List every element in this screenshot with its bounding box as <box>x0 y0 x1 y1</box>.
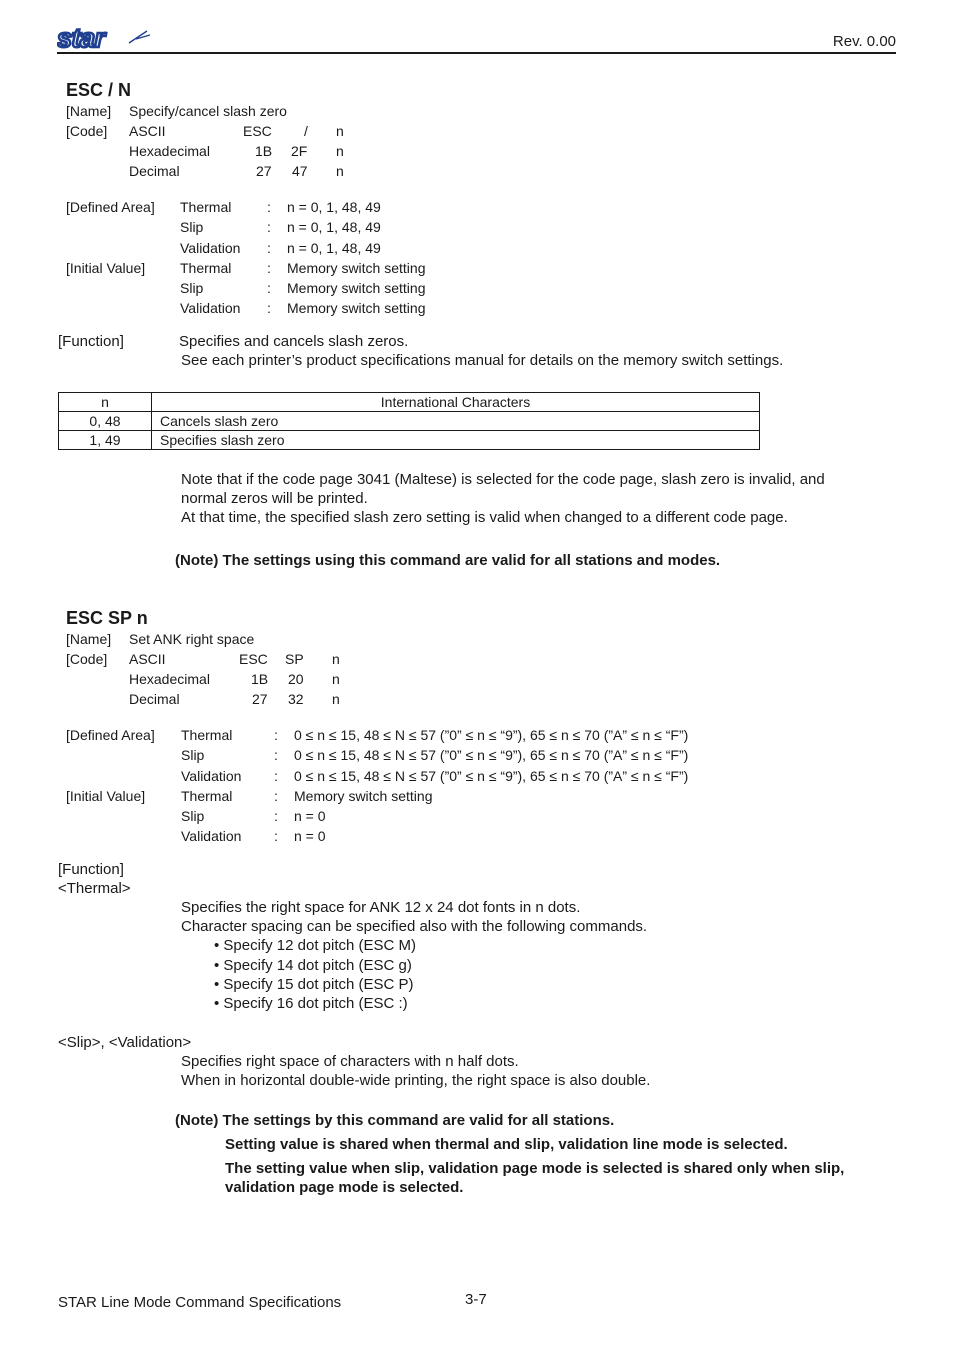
bullet-item: • Specify 12 dot pitch (ESC M) <box>214 937 416 954</box>
colon: : <box>267 219 271 235</box>
code-label: [Code] <box>66 651 108 667</box>
thermal-label: <Thermal> <box>58 880 131 897</box>
code-type: ASCII <box>129 123 166 139</box>
star-logo-swoosh <box>129 31 150 43</box>
bold-note: (Note) The settings by this command are valid for all stations. <box>175 1112 615 1129</box>
defined-value: n = 0, 1, 48, 49 <box>287 240 381 256</box>
station-label: Slip <box>181 747 205 763</box>
name-label: [Name] <box>66 631 112 647</box>
colon: : <box>267 199 271 215</box>
code-type: Hexadecimal <box>129 671 210 687</box>
bullet-item: • Specify 15 dot pitch (ESC P) <box>214 976 414 993</box>
initial-value-label: [Initial Value] <box>66 788 146 804</box>
footer-doc-title: STAR Line Mode Command Specifications <box>58 1294 342 1311</box>
function-text: Specifies and cancels slash zeros. <box>179 333 409 350</box>
function-text: Specifies right space of characters with n half dots. <box>181 1053 519 1070</box>
colon: : <box>274 727 278 743</box>
code-type: ASCII <box>129 651 166 667</box>
initial-value: Memory switch setting <box>287 300 426 316</box>
initial-value: Memory switch setting <box>287 260 426 276</box>
code-label: [Code] <box>66 123 108 139</box>
code-c1: ESC <box>239 651 268 667</box>
table-row <box>59 431 760 450</box>
defined-value: n = 0, 1, 48, 49 <box>287 199 381 215</box>
revision-label: Rev. 0.00 <box>832 33 896 50</box>
station-label: Slip <box>180 219 204 235</box>
table-row <box>59 412 760 431</box>
station-label: Thermal <box>180 260 232 276</box>
code-c2: 2F <box>291 143 308 159</box>
name-value: Specify/cancel slash zero <box>129 103 287 119</box>
initial-value: n = 0 <box>294 808 326 824</box>
code-type: Decimal <box>129 691 180 707</box>
code-c1: 1B <box>251 671 269 687</box>
note-text: At that time, the specified slash zero setting is valid when changed to a different code page. <box>181 509 788 526</box>
table-cell-n: 1, 49 <box>59 431 152 450</box>
table-cell-n: 0, 48 <box>59 412 152 431</box>
colon: : <box>267 300 271 316</box>
table-header-chars: International Characters <box>152 393 760 412</box>
code-c1: 27 <box>252 691 268 707</box>
function-text: Character spacing can be specified also with the following commands. <box>181 918 648 935</box>
bold-note: Setting value is shared when thermal and slip, validation line mode is selected. <box>225 1136 788 1153</box>
defined-value: 0 ≤ n ≤ 15, 48 ≤ N ≤ 57 (”0” ≤ n ≤ “9”), 65 ≤ n ≤ 70 (”A” ≤ n ≤ “F”) <box>294 768 689 784</box>
code-type: Decimal <box>129 163 180 179</box>
colon: : <box>274 768 278 784</box>
star-logo-text: star <box>57 26 105 50</box>
initial-value: n = 0 <box>294 828 326 844</box>
table-header-n: n <box>59 393 152 412</box>
bold-note: (Note) The settings using this command are valid for all stations and modes. <box>175 552 721 569</box>
station-label: Slip <box>181 808 205 824</box>
colon: : <box>267 280 271 296</box>
defined-value: 0 ≤ n ≤ 15, 48 ≤ N ≤ 57 (”0” ≤ n ≤ “9”), 65 ≤ n ≤ 70 (”A” ≤ n ≤ “F”) <box>294 747 689 763</box>
station-label: Validation <box>180 240 241 256</box>
code-c1: 1B <box>255 143 273 159</box>
code-c2: 20 <box>288 671 304 687</box>
defined-value: 0 ≤ n ≤ 15, 48 ≤ N ≤ 57 (”0” ≤ n ≤ “9”), 65 ≤ n ≤ 70 (”A” ≤ n ≤ “F”) <box>294 727 689 743</box>
page-number: 3-7 <box>465 1291 487 1308</box>
defined-area-label: [Defined Area] <box>66 727 155 743</box>
code-type: Hexadecimal <box>129 143 210 159</box>
station-label: Validation <box>180 300 241 316</box>
code-c1: 27 <box>256 163 272 179</box>
code-c2: 47 <box>292 163 308 179</box>
slash-zero-table <box>58 392 760 450</box>
section-title-esc-slash: ESC / N <box>66 80 132 100</box>
table-header-row <box>59 393 760 412</box>
header-rule <box>57 52 896 54</box>
code-c2: / <box>304 123 308 139</box>
function-label: [Function] <box>58 861 124 878</box>
colon: : <box>274 828 278 844</box>
code-c3: n <box>332 691 340 707</box>
code-c2: 32 <box>288 691 304 707</box>
function-text: Specifies the right space for ANK 12 x 24 dot fonts in n dots. <box>181 899 581 916</box>
function-text: See each printer’s product specifications manual for details on the memory switch settings. <box>181 352 784 369</box>
bullet-item: • Specify 16 dot pitch (ESC :) <box>214 995 408 1012</box>
colon: : <box>274 788 278 804</box>
code-c3: n <box>336 123 344 139</box>
bold-note: validation page mode is selected. <box>225 1179 464 1196</box>
name-value: Set ANK right space <box>129 631 255 647</box>
colon: : <box>274 747 278 763</box>
station-label: Thermal <box>181 788 233 804</box>
code-c1: ESC <box>243 123 272 139</box>
note-text: normal zeros will be printed. <box>181 490 368 507</box>
note-text: Note that if the code page 3041 (Maltese) is selected for the code page, slash zero is invalid, and <box>181 471 825 488</box>
defined-area-label: [Defined Area] <box>66 199 155 215</box>
initial-value: Memory switch setting <box>294 788 433 804</box>
bullet-item: • Specify 14 dot pitch (ESC g) <box>214 957 412 974</box>
function-text: When in horizontal double-wide printing, the right space is also double. <box>181 1072 651 1089</box>
table-cell-desc: Cancels slash zero <box>152 412 760 431</box>
table-cell-desc: Specifies slash zero <box>152 431 760 450</box>
colon: : <box>267 260 271 276</box>
station-label: Thermal <box>181 727 233 743</box>
code-c3: n <box>336 163 344 179</box>
code-c2: SP <box>285 651 304 667</box>
station-label: Validation <box>181 828 242 844</box>
station-label: Validation <box>181 768 242 784</box>
initial-value-label: [Initial Value] <box>66 260 146 276</box>
slip-validation-label: <Slip>, <Validation> <box>58 1034 192 1051</box>
bold-note: The setting value when slip, validation page mode is selected is shared only when slip, <box>225 1160 845 1177</box>
section-title-esc-sp: ESC SP n <box>66 608 148 628</box>
defined-value: n = 0, 1, 48, 49 <box>287 219 381 235</box>
colon: : <box>267 240 271 256</box>
station-label: Slip <box>180 280 204 296</box>
code-c3: n <box>332 651 340 667</box>
star-logo <box>57 26 153 50</box>
initial-value: Memory switch setting <box>287 280 426 296</box>
code-c3: n <box>336 143 344 159</box>
colon: : <box>274 808 278 824</box>
name-label: [Name] <box>66 103 112 119</box>
code-c3: n <box>332 671 340 687</box>
station-label: Thermal <box>180 199 232 215</box>
function-label: [Function] <box>58 333 124 350</box>
